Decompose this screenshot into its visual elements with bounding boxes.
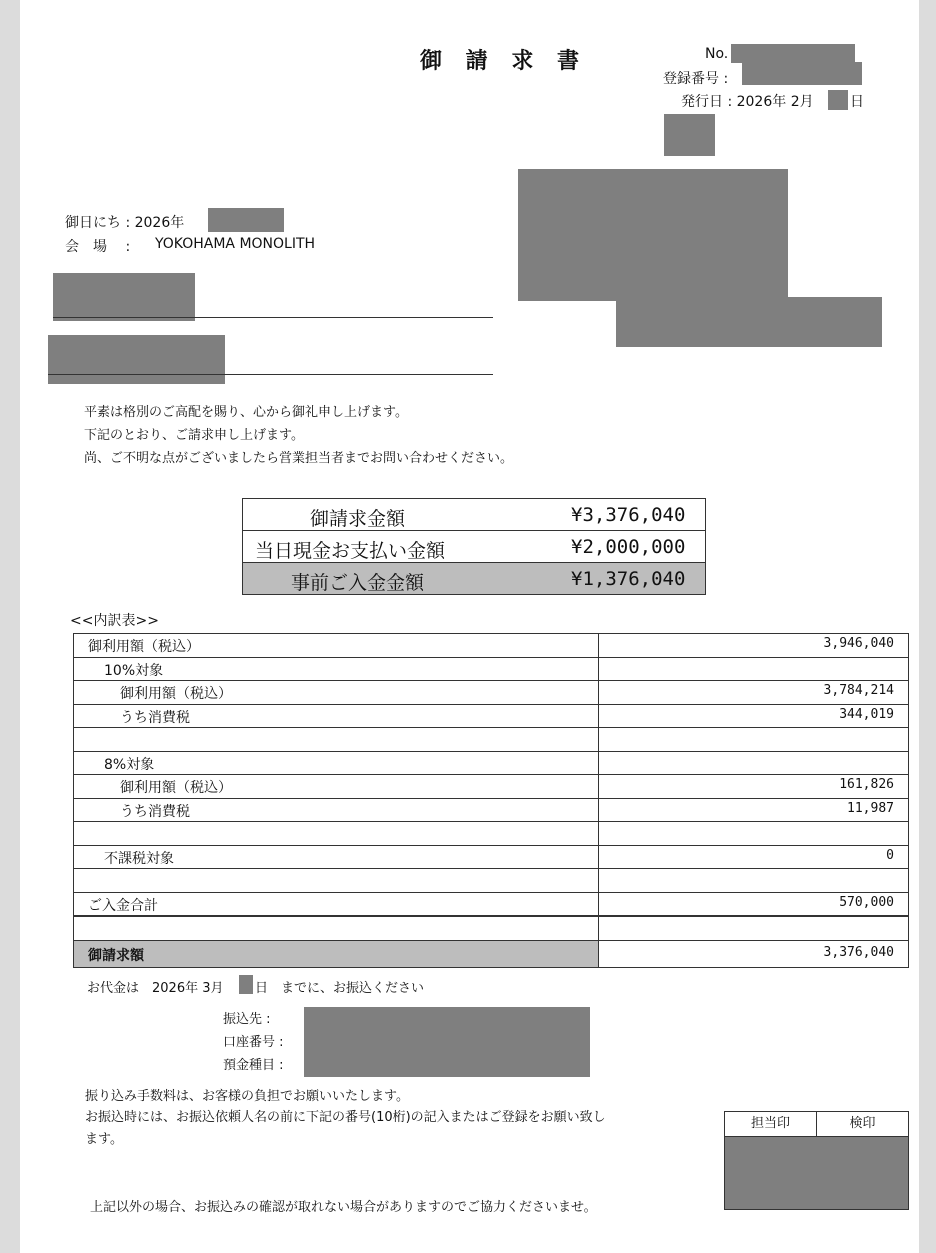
table-row (74, 774, 908, 798)
row-value: 11,987 (847, 800, 894, 816)
row-value: 0 (886, 847, 894, 863)
redacted-stamp (664, 114, 715, 156)
row-label: 10%対象 (104, 662, 164, 679)
summary-amount: ¥1,376,040 (571, 568, 686, 590)
inspection-stamp-label: 検印 (816, 1112, 908, 1136)
redacted-issue-day (828, 90, 848, 110)
redacted-addressee-name (48, 335, 225, 384)
summary-row-cash (243, 530, 705, 562)
breakdown-table (73, 633, 909, 968)
table-row (74, 845, 908, 869)
table-row (74, 634, 908, 657)
table-row (74, 680, 908, 704)
redacted-issuer-block (518, 169, 788, 301)
summary-amount: ¥2,000,000 (571, 536, 686, 558)
summary-label: 当日現金お支払い金額 (255, 540, 446, 562)
row-label: 御利用額（税込） (120, 686, 232, 702)
row-value: 3,784,214 (823, 683, 894, 698)
row-label: うち消費税 (120, 803, 190, 820)
addressee-underline-1 (53, 317, 493, 318)
redacted-bank-details (304, 1007, 590, 1077)
summary-row-prepaid (243, 562, 705, 594)
row-label: うち消費税 (120, 709, 190, 726)
table-row (74, 892, 908, 916)
greeting-line-2: 下記のとおり、ご請求申し上げます。 (84, 428, 304, 443)
invoice-no-label: No. (705, 46, 729, 62)
event-date-label: 御日にち : 2026年 (65, 215, 185, 231)
row-label: 御利用額（税込） (120, 780, 232, 796)
breakdown-title: <<内訳表>> (70, 613, 159, 629)
summary-label: 御請求金額 (310, 508, 406, 530)
issue-date-label: 発行日 : 2026年 2月 (681, 94, 814, 110)
table-row (74, 727, 908, 751)
row-value: 161,826 (839, 777, 894, 792)
row-label: ご入金合計 (88, 897, 158, 914)
redacted-issuer-address (616, 297, 882, 347)
account-number-label: 口座番号 : (223, 1035, 284, 1050)
bank-label: 振込先 : (223, 1012, 271, 1027)
payment-due-prefix: お代金は 2026年 3月 (87, 981, 224, 996)
table-row (74, 751, 908, 775)
summary-box (242, 498, 706, 595)
account-type-label: 預金種目 : (223, 1058, 284, 1073)
payment-due-suffix: 日 までに、お振込ください (255, 981, 425, 996)
table-row (74, 798, 908, 822)
document-title: 御 請 求 書 (420, 49, 587, 74)
fee-note: 振り込み手数料は、お客様の負担でお願いいたします。 (85, 1089, 409, 1104)
venue-value: YOKOHAMA MONOLITH (155, 236, 316, 252)
summary-row-total (243, 499, 705, 530)
venue-label: 会 場 : (65, 239, 131, 255)
table-row (74, 868, 908, 892)
summary-label: 事前ご入金金額 (291, 572, 425, 594)
issue-date-day-suffix: 日 (850, 94, 864, 110)
redacted-event-date (208, 208, 284, 232)
reference-note-line-1: お振込時には、お振込依頼人名の前に下記の番号(10桁)の記入またはご登録をお願い致し (85, 1110, 606, 1125)
table-row (74, 704, 908, 728)
redacted-addressee-company (53, 273, 195, 321)
addressee-underline-2 (48, 374, 493, 375)
table-row-total (74, 940, 908, 967)
redacted-invoice-no (731, 44, 855, 63)
row-label: 不課税対象 (104, 850, 174, 867)
row-label: 8%対象 (104, 756, 155, 773)
stamp-box (724, 1111, 909, 1210)
reference-note-line-2: ます。 (85, 1132, 123, 1147)
footer-note: 上記以外の場合、お振込みの確認が取れない場合がありますのでご協力くださいませ。 (90, 1200, 597, 1215)
greeting-line-3: 尚、ご不明な点がございましたら営業担当者までお問い合わせください。 (84, 451, 514, 466)
row-label: 御利用額（税込） (88, 639, 200, 655)
redacted-due-day (239, 975, 253, 994)
invoice-page (20, 0, 919, 1253)
registration-no-label: 登録番号 : (663, 71, 729, 87)
row-value: 344,019 (839, 706, 894, 722)
row-value: 3,946,040 (823, 636, 894, 651)
staff-stamp-label: 担当印 (750, 1116, 790, 1131)
row-value: 3,376,040 (823, 944, 894, 960)
summary-amount: ¥3,376,040 (571, 504, 686, 526)
row-value: 570,000 (839, 894, 894, 910)
table-row (74, 657, 908, 681)
redacted-registration-no (742, 62, 862, 85)
table-row (74, 821, 908, 845)
row-label: 御請求額 (88, 947, 144, 964)
greeting-line-1: 平素は格別のご高配を賜り、心から御礼申し上げます。 (84, 405, 408, 420)
table-row (74, 915, 908, 940)
redacted-stamps (725, 1136, 908, 1209)
